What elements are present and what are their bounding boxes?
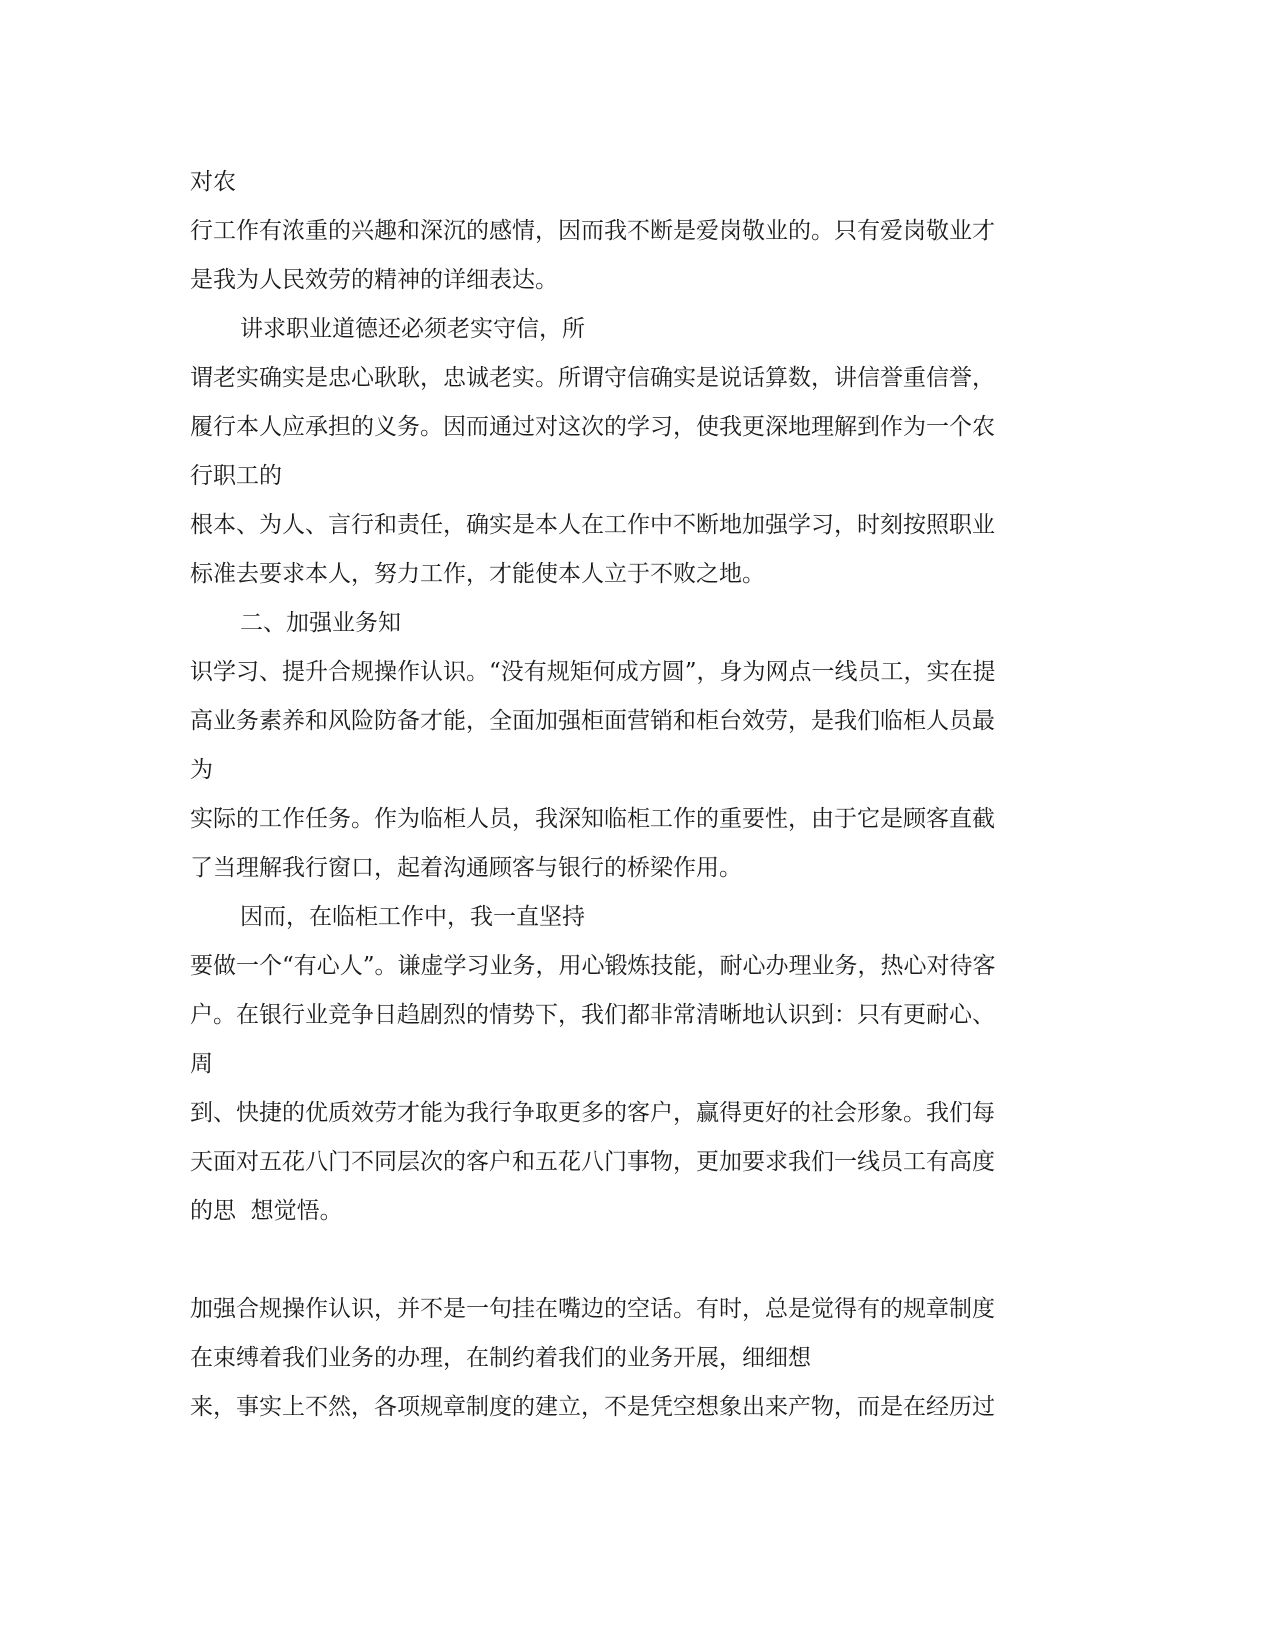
text-line: 行工作有浓重的兴趣和深沉的感情，因而我不断是爱岗敬业的。只有爱岗敬业才 bbox=[190, 218, 995, 244]
text-line: 是我为人民效劳的精神的详细表达。 bbox=[190, 267, 558, 293]
text-line: 对农 bbox=[190, 169, 236, 195]
text-line: 的思 想觉悟。 bbox=[190, 1198, 343, 1224]
text-line: 户。在银行业竞争日趋剧烈的情势下，我们都非常清晰地认识到：只有更耐心、 bbox=[190, 1002, 995, 1028]
text-line: 到、快捷的优质效劳才能为我行争取更多的客户，赢得更好的社会形象。我们每 bbox=[190, 1100, 995, 1126]
text-line: 高业务素养和风险防备才能，全面加强柜面营销和柜台效劳，是我们临柜人员最 bbox=[190, 708, 995, 734]
text-line: 识学习、提升合规操作认识。“没有规矩何成方圆”，身为网点一线员工，实在提 bbox=[190, 659, 996, 685]
text-line: 实际的工作任务。作为临柜人员，我深知临柜工作的重要性，由于它是顾客直截 bbox=[190, 806, 995, 832]
text-line: 了当理解我行窗口，起着沟通顾客与银行的桥梁作用。 bbox=[190, 855, 742, 881]
body-text bbox=[190, 158, 1070, 1432]
text-line: 谓老实确实是忠心耿耿，忠诚老实。所谓守信确实是说话算数，讲信誉重信誉， bbox=[190, 365, 995, 391]
paragraph-gap bbox=[190, 1236, 1070, 1285]
text-line: 天面对五花八门不同层次的客户和五花八门事物，更加要求我们一线员工有高度 bbox=[190, 1149, 995, 1175]
text-line: 要做一个“有心人”。谦虚学习业务，用心锻炼技能，耐心办理业务，热心对待客 bbox=[190, 953, 996, 979]
text-line: 加强合规操作认识，并不是一句挂在嘴边的空话。有时，总是觉得有的规章制度 bbox=[190, 1296, 995, 1322]
text-line: 履行本人应承担的义务。因而通过对这次的学习，使我更深地理解到作为一个农 bbox=[190, 414, 995, 440]
section-heading-line: 二、加强业务知 bbox=[240, 610, 401, 636]
text-line: 周 bbox=[190, 1051, 213, 1077]
text-line: 根本、为人、言行和责任，确实是本人在工作中不断地加强学习，时刻按照职业 bbox=[190, 512, 995, 538]
text-line: 在束缚着我们业务的办理，在制约着我们的业务开展，细细想 bbox=[190, 1345, 811, 1371]
text-line: 行职工的 bbox=[190, 463, 282, 489]
text-line: 标准去要求本人，努力工作，才能使本人立于不败之地。 bbox=[190, 561, 765, 587]
text-line: 为 bbox=[190, 757, 213, 783]
paragraph-start-line: 讲求职业道德还必须老实守信，所 bbox=[240, 316, 585, 342]
paragraph-start-line: 因而，在临柜工作中，我一直坚持 bbox=[240, 904, 585, 930]
text-line: 来，事实上不然，各项规章制度的建立，不是凭空想象出来产物，而是在经历过 bbox=[190, 1394, 995, 1420]
